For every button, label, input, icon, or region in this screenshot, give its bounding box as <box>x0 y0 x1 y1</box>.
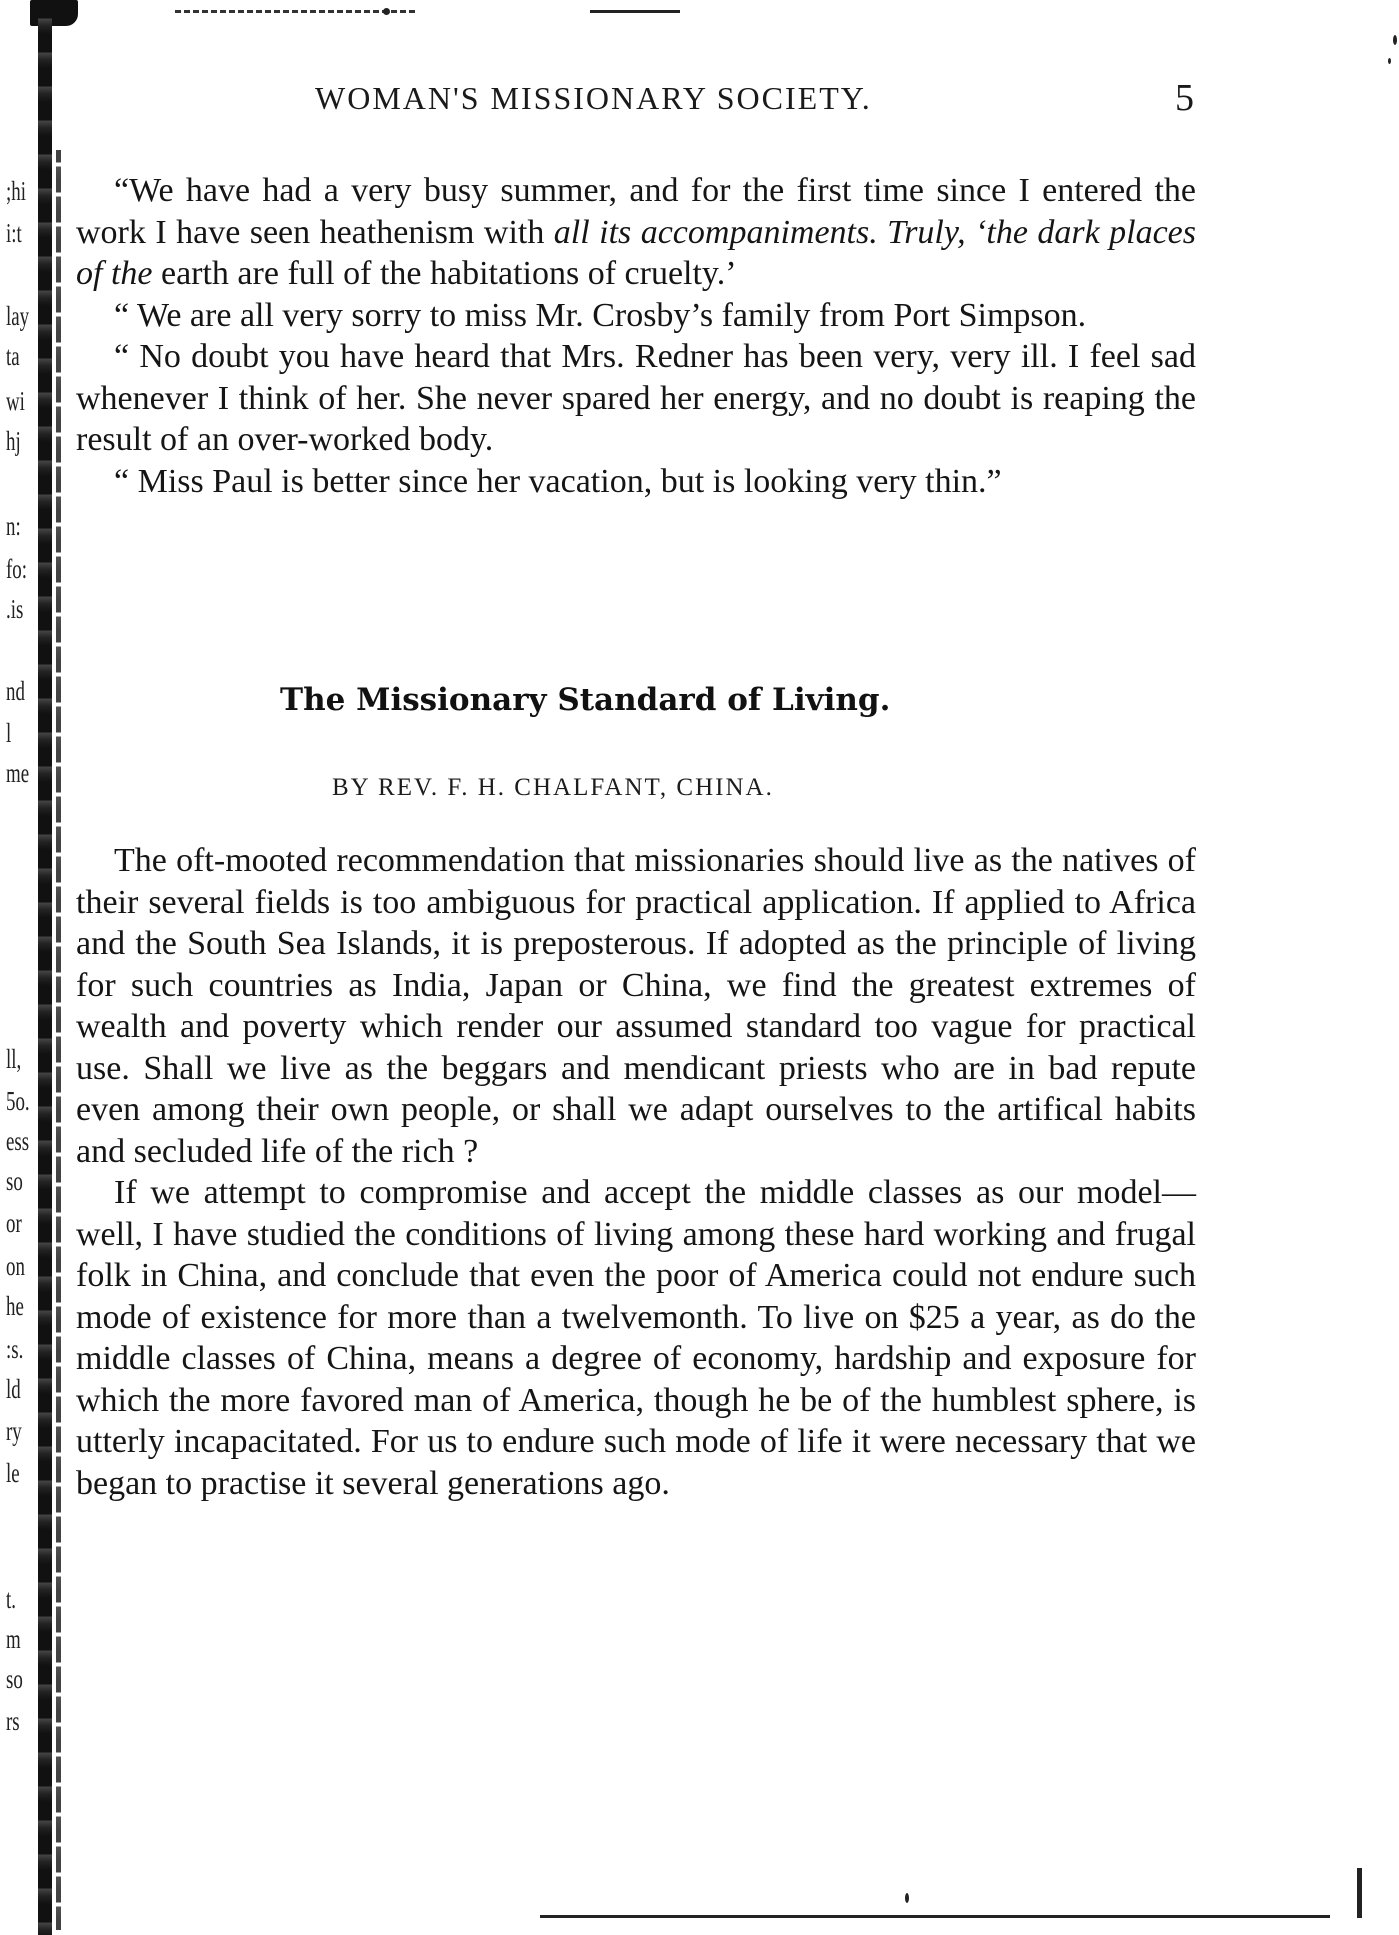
letter-italic-text: all its accompaniments. Truly, ‘the dark places of the <box>76 213 1196 292</box>
speck <box>905 1893 909 1903</box>
article-paragraph: The oft-mooted recommendation that missionaries should live as the natives of their several fields is too ambiguous for practical application. If applied to Africa and the South Sea Islands, it is preposterous. If adopted as the principle of living for such countries as India, Japan or China, we find the greatest extremes of wealth and poverty which render our assumed standard too vague for practical use. Shall we live as the beggars and mendicant priests who are in bad repute even among their own people, or shall we adapt ourselves to the artifical habits and secluded life of the rich ? <box>76 842 1196 1170</box>
letter-paragraph-text: earth are full of the habitations of cruelty.’ <box>152 255 737 292</box>
margin-fragment: le <box>6 1458 20 1488</box>
margin-fragment: ld <box>6 1374 21 1404</box>
margin-fragment: hj <box>6 426 21 456</box>
margin-fragment: me <box>6 758 30 788</box>
margin-fragment: n: <box>6 511 21 541</box>
speck <box>1393 35 1397 45</box>
article-paragraph: If we attempt to compromise and accept the middle classes as our model—well, I have studied the conditions of living among these hard working and frugal folk in China, and conclude that even the poor of America could not endure such mode of existence for more than a twelvemonth. To live on $25 a year, as do the middle classes of China, means a degree of economy, hardship and exposure for which the more favored man of America, though he be of the humblest sphere, is utterly incapacitated. For us to endure such mode of life it were necessary that we began to practise it several generations ago. <box>76 1174 1196 1502</box>
margin-fragment: 5o. <box>6 1086 30 1116</box>
margin-fragment: rs <box>6 1706 20 1736</box>
article-byline: BY REV. F. H. CHALFANT, CHINA. <box>332 774 774 801</box>
letter-paragraph <box>76 170 1196 295</box>
margin-fragment: fo: <box>6 554 27 584</box>
top-dash-marks <box>175 10 415 19</box>
page-number: 5 <box>1175 77 1196 119</box>
margin-fragment: wi <box>6 386 25 416</box>
margin-fragment: :s. <box>6 1334 24 1364</box>
margin-fragment: .is <box>6 594 24 624</box>
header-title: WOMAN'S MISSIONARY SOCIETY. <box>315 80 872 116</box>
article-body <box>76 840 1196 1504</box>
margin-fragment: ll, <box>6 1044 22 1074</box>
speck <box>1388 58 1391 64</box>
running-header <box>315 77 1196 124</box>
speck <box>383 8 390 15</box>
margin-fragment: ry <box>6 1416 22 1446</box>
margin-fragment: lay <box>6 301 30 331</box>
binding-edge-inner <box>56 150 61 1930</box>
letter-excerpt <box>76 170 1196 502</box>
top-rule <box>590 10 680 13</box>
margin-fragment: so <box>6 1166 23 1196</box>
margin-fragment: he <box>6 1291 24 1321</box>
margin-fragment: ess <box>6 1126 30 1156</box>
margin-fragment: ta <box>6 341 20 371</box>
letter-paragraph: “ Miss Paul is better since her vacation, but is looking very thin.” <box>114 462 1002 500</box>
article-title: The Missionary Standard of Living. <box>280 682 891 718</box>
margin-fragment: t. <box>6 1584 16 1614</box>
bottom-rule <box>540 1915 1330 1918</box>
margin-fragment: so <box>6 1664 23 1694</box>
letter-paragraph: “ No doubt you have heard that Mrs. Redner has been very, very ill. I feel sad whenever I think of her. She never spared her energy, and no doubt is reaping the result of an over-worked body. <box>76 338 1196 458</box>
bottom-tick-mark <box>1357 1868 1362 1918</box>
margin-fragment: l <box>6 718 12 748</box>
margin-fragment: on <box>6 1251 25 1281</box>
letter-paragraph-text: “We have had a very busy summer, and for the first time since I entered the work I have seen heathenism with <box>76 172 1196 251</box>
margin-fragment: nd <box>6 676 25 706</box>
margin-fragment: m <box>6 1624 21 1654</box>
letter-paragraph: “ We are all very sorry to miss Mr. Crosby’s family from Port Simpson. <box>114 296 1087 334</box>
margin-fragment: i:t <box>6 218 22 248</box>
margin-fragments <box>4 178 42 1738</box>
margin-fragment: or <box>6 1208 22 1238</box>
margin-fragment: ;hi <box>6 176 26 206</box>
